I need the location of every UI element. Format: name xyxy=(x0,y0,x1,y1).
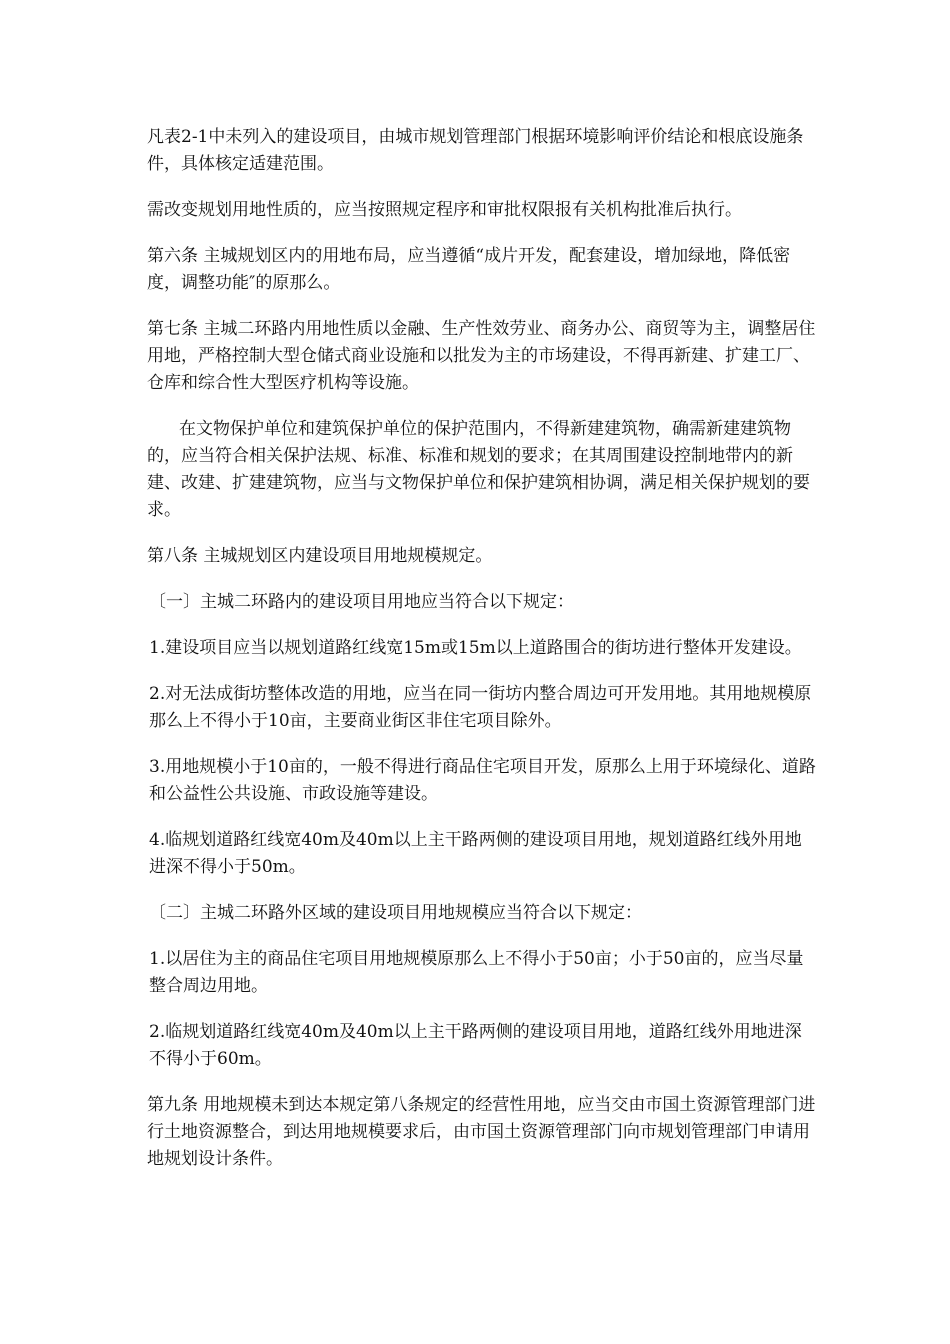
paragraph-section-2-heading: 〔二〕主城二环路外区域的建设项目用地规模应当符合以下规定： xyxy=(149,903,642,923)
paragraph-section-1-item-4: 4.临规划道路红线宽40m及40m以上主干路两侧的建设项目用地，规划道路红线外用地进深不得小于50m。 xyxy=(149,830,802,877)
paragraph-article-9: 第九条 用地规模未到达本规定第八条规定的经营性用地，应当交由市国土资源管理部门进行土地资源整合，到达用地规模要求后，由市国土资源管理部门向市规划管理部门申请用地规划设计条件。 xyxy=(147,1095,816,1169)
paragraph-article-8: 第八条 主城规划区内建设项目用地规模规定。 xyxy=(147,546,493,566)
paragraph-section-1-item-3: 3.用地规模小于10亩的，一般不得进行商品住宅项目开发，原那么上用于环境绿化、道路和公益性公共设施、市政设施等建设。 xyxy=(149,757,816,804)
paragraph-land-use-change: 需改变规划用地性质的，应当按照规定程序和审批权限报有关机构批准后执行。 xyxy=(147,200,742,220)
document-body xyxy=(147,124,817,1192)
paragraph-heritage-protection: 在文物保护单位和建筑保护单位的保护范围内，不得新建建筑物，确需新建建筑物的，应当符合相关保护法规、标准、标准和规划的要求；在其周围建设控制地带内的新建、改建、扩建建筑物，应当与文物保护单位和保护建筑相协调，满足相关保护规划的要求。 xyxy=(147,419,810,520)
paragraph-article-7: 第七条 主城二环路内用地性质以金融、生产性效劳业、商务办公、商贸等为主，调整居住用地，严格控制大型仓储式商业设施和以批发为主的市场建设，不得再新建、扩建工厂、仓库和综合性大型医疗机构等设施。 xyxy=(147,319,816,393)
paragraph-section-1-heading: 〔一〕主城二环路内的建设项目用地应当符合以下规定： xyxy=(149,592,574,612)
paragraph-section-1-item-2: 2.对无法成街坊整体改造的用地，应当在同一街坊内整合周边可开发用地。其用地规模原那么上不得小于10亩，主要商业街区非住宅项目除外。 xyxy=(149,684,812,731)
paragraph-article-6: 第六条 主城规划区内的用地布局，应当遵循“成片开发，配套建设，增加绿地，降低密度，调整功能″的原那么。 xyxy=(147,246,791,293)
paragraph-section-1-item-1: 1.建设项目应当以规划道路红线宽15m或15m以上道路围合的街坊进行整体开发建设。 xyxy=(149,638,802,658)
paragraph-section-2-item-1: 1.以居住为主的商品住宅项目用地规模原那么上不得小于50亩；小于50亩的，应当尽量整合周边用地。 xyxy=(149,949,804,996)
paragraph-unlisted-projects: 凡表2-1中未列入的建设项目，由城市规划管理部门根据环境影响评价结论和根底设施条件，具体核定适建范围。 xyxy=(147,127,804,174)
paragraph-section-2-item-2: 2.临规划道路红线宽40m及40m以上主干路两侧的建设项目用地，道路红线外用地进深不得小于60m。 xyxy=(149,1022,802,1069)
